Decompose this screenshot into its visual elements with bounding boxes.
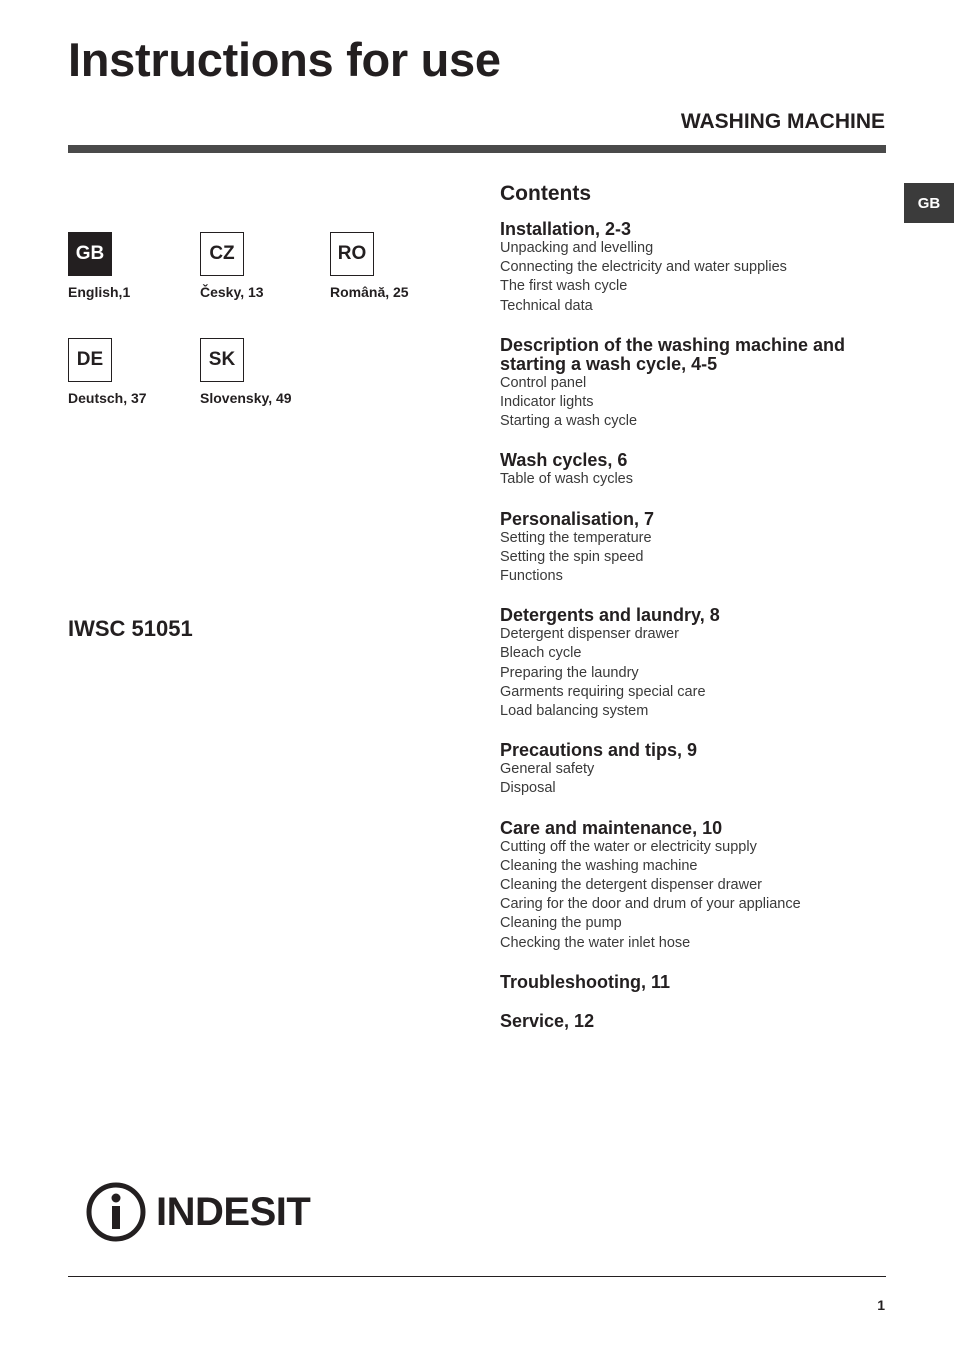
language-side-tab[interactable]: GB (904, 183, 954, 223)
model-number: IWSC 51051 (68, 616, 193, 641)
section-title[interactable]: Personalisation, 7 (500, 508, 655, 529)
section-item[interactable]: Cleaning the pump (500, 915, 622, 932)
contents-section (500, 1012, 900, 1031)
table-of-contents (500, 180, 900, 1051)
language-sk[interactable] (200, 338, 292, 406)
section-item[interactable]: The first wash cycle (500, 278, 628, 295)
section-item[interactable]: Control panel (500, 374, 587, 391)
language-de[interactable] (68, 338, 147, 406)
section-item[interactable]: Functions (500, 568, 563, 585)
contents-section (500, 336, 900, 432)
language-name: Česky, 13 (200, 284, 264, 300)
language-code-badge: DE (68, 338, 112, 382)
contents-section (500, 451, 900, 489)
footer-divider (68, 1276, 886, 1277)
section-item[interactable]: Starting a wash cycle (500, 413, 638, 430)
section-title[interactable]: Detergents and laundry, 8 (500, 605, 720, 626)
language-name: Slovensky, 49 (200, 390, 292, 406)
section-title[interactable]: Wash cycles, 6 (500, 450, 628, 471)
language-code-badge: CZ (200, 232, 244, 276)
section-item[interactable]: Unpacking and levelling (500, 240, 654, 256)
section-item[interactable]: Preparing the laundry (500, 664, 639, 681)
section-title[interactable]: Precautions and tips, 9 (500, 740, 698, 761)
contents-section (500, 819, 900, 953)
section-item[interactable]: Detergent dispenser drawer (500, 626, 679, 643)
section-title[interactable]: Installation, 2-3 (500, 219, 632, 239)
page-title: Instructions for use (68, 33, 501, 86)
contents-section (500, 741, 900, 798)
section-item[interactable]: Caring for the door and drum of your appliance (500, 896, 801, 913)
section-item[interactable]: Indicator lights (500, 394, 594, 411)
section-item[interactable]: Disposal (500, 780, 556, 797)
contents-section (500, 220, 900, 316)
contents-sections (500, 220, 900, 1031)
contents-heading: Contents (500, 182, 591, 205)
section-item[interactable]: Technical data (500, 297, 593, 314)
section-title[interactable]: Care and maintenance, 10 (500, 817, 723, 838)
section-item[interactable]: Checking the water inlet hose (500, 934, 691, 951)
indesit-logo-icon (84, 1180, 148, 1244)
section-item[interactable]: Garments requiring special care (500, 683, 706, 700)
language-name: English,1 (68, 284, 131, 300)
section-item[interactable]: Cutting off the water or electricity supply (500, 838, 757, 855)
section-title[interactable]: Troubleshooting, 11 (500, 971, 671, 992)
language-name: Română, 25 (330, 284, 409, 300)
language-ro[interactable] (330, 232, 409, 300)
section-title[interactable]: Description of the washing machine and starting a wash cycle, 4-5 (500, 334, 846, 374)
section-title[interactable]: Service, 12 (500, 1010, 595, 1031)
section-item[interactable]: Bleach cycle (500, 645, 582, 662)
contents-section (500, 606, 900, 721)
contents-section (500, 510, 900, 587)
language-code-badge: RO (330, 232, 374, 276)
language-name: Deutsch, 37 (68, 390, 147, 406)
section-item[interactable]: Cleaning the detergent dispenser drawer (500, 877, 762, 894)
section-item[interactable]: Table of wash cycles (500, 471, 633, 488)
indesit-logo (84, 1180, 310, 1244)
logo-wordmark: INDESIT (156, 1190, 311, 1234)
contents-section (500, 973, 900, 992)
product-type: WASHING MACHINE (680, 110, 885, 133)
section-item[interactable]: Setting the spin speed (500, 548, 644, 565)
language-gb[interactable] (68, 232, 130, 300)
language-code-badge: GB (68, 232, 112, 276)
section-item[interactable]: Cleaning the washing machine (500, 857, 698, 874)
language-code-badge: SK (200, 338, 244, 382)
section-item[interactable]: Load balancing system (500, 703, 649, 720)
page-number: 1 (877, 1297, 885, 1313)
header-divider (68, 145, 886, 153)
section-item[interactable]: General safety (500, 761, 595, 778)
language-cz[interactable] (200, 232, 264, 300)
section-item[interactable]: Connecting the electricity and water supplies (500, 259, 787, 276)
section-item[interactable]: Setting the temperature (500, 529, 652, 546)
